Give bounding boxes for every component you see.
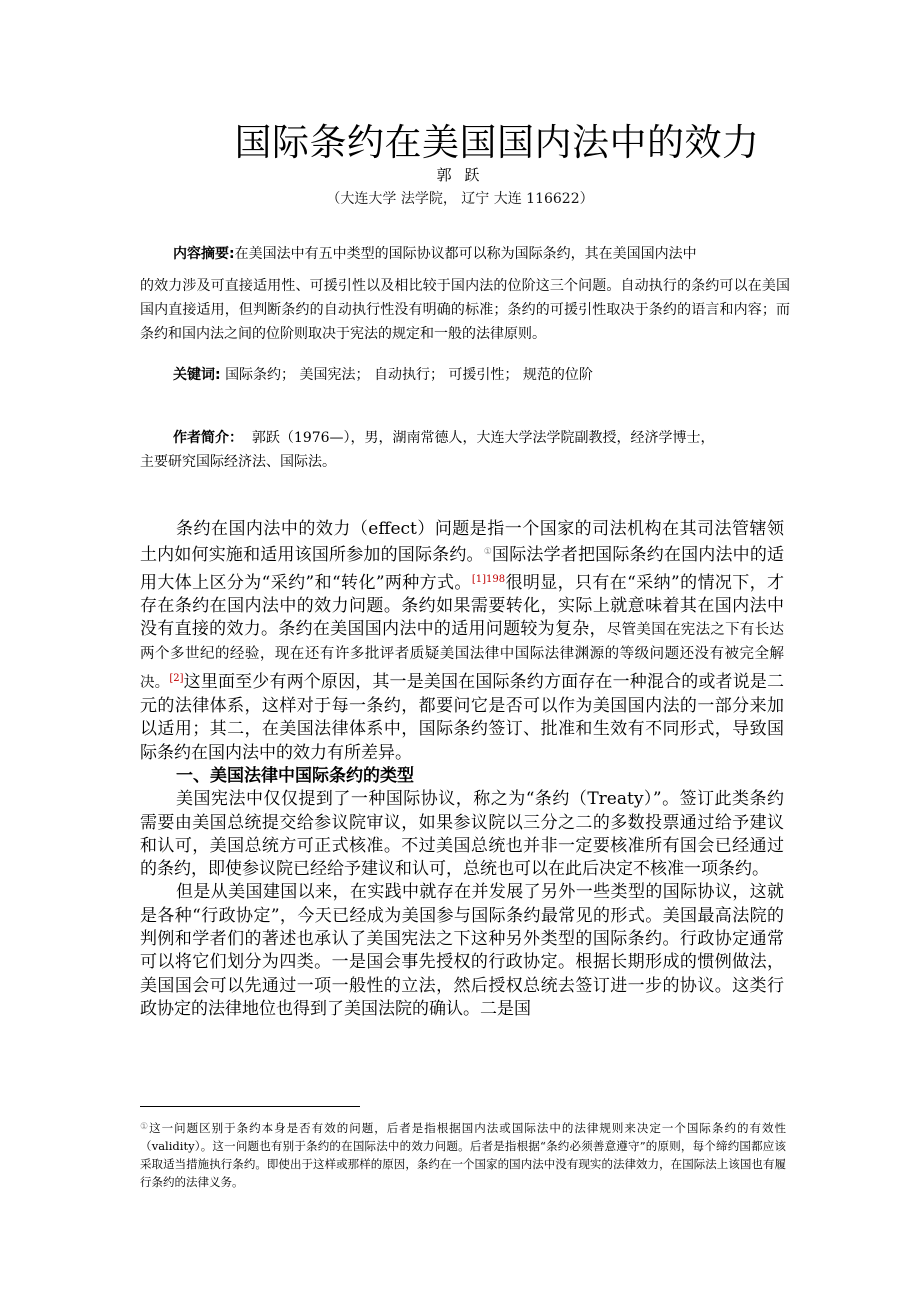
footnote-divider [140, 1106, 360, 1107]
abstract-body: 的效力涉及可直接适用性、可援引性以及相比较于国内法的位阶这三个问题。自动执行的条约可以在美国国内直接适用，但判断条约的自动执行性没有明确的标准；条约的可援引性取决于条约的语言和内容；而条约和国内法之间的位阶则取决于宪法的规定和一般的法律原则。 [140, 278, 790, 342]
author-affiliation: （大连大学 法学院， 辽宁 大连 116622） [326, 191, 594, 207]
p1-part-c: 很明显，只有在“采纳”的情况下，才存在条约在国内法中的效力问题。条约如果需要转化，实际上就意味着其在国内法中没有直接的效力。条约在美国国内法中的适用问题较为复杂， [140, 572, 784, 640]
author-bio-text: 郭跃（1976—），男，湖南常德人，大连大学法学院副教授，经济学博士， [251, 430, 715, 446]
author-bio-label: 作者简介： [173, 430, 243, 446]
body-paragraph-1 [140, 518, 784, 765]
author-name: 郭 跃 [436, 166, 484, 184]
footnote-marker[interactable]: ① [483, 547, 493, 558]
footnote-mark: ① [140, 1122, 150, 1132]
p1-part-d: 这里面至少有两个原因，其一是美国在国际条约方面存在一种混合的或者说是二元的法律体系，这样对于每一条约，都要问它是否可以作为美国国内法的一部分来加以适用；其二，在美国法律体系中，国际条约签订、批准和生效有不同形式，导致国际条约在国内法中的效力有所差异。 [140, 671, 785, 763]
abstract-label: 内容摘要: [173, 246, 235, 262]
abstract-line1: 在美国法中有五中类型的国际协议都可以称为国际条约，其在美国国内法中 [234, 246, 697, 262]
citation-ref-1[interactable]: [1]198 [471, 573, 506, 585]
footnote [140, 1118, 786, 1191]
abstract [140, 242, 790, 346]
paper-title: 国际条约在美国国内法中的效力 [234, 121, 760, 164]
p1-part-a: 条约在国内法中的效力（effect）问题是指一个国家的司法机构在其司法管辖领土内如何实施和适用该国所参加的国际条约。 [140, 519, 784, 566]
keywords [173, 364, 783, 384]
citation-ref-2[interactable]: [2] [169, 672, 184, 684]
abstract-first-line [140, 242, 790, 266]
p1-part-b: 国际法学者把国际条约在国内法中的适用大体上区分为“采约”和“转化”两种方式。 [140, 545, 785, 593]
keywords-label: 关键词: [173, 367, 221, 383]
body-paragraph-3: 但是从美国建国以来，在实践中就存在并发展了另外一些类型的国际协议，这就是各种“行政协定”，今天已经成为美国参与国际条约最常见的形式。美国最高法院的判例和学者们的著述也承认了美国宪法之下这种另外类型的国际条约。行政协定通常可以将它们划分为四类。一是国会事先授权的行政协定。根据长期形成的惯例做法，美国国会可以先通过一项一般性的立法，然后授权总统去签订进一步的协议。这类行政协定的法律地位也得到了美国法院的确认。二是国 [140, 882, 784, 1019]
author-bio-line2: 主要研究国际经济法、国际法。 [140, 454, 336, 470]
p1-part-small: 尽管美国在宪法之下有长达两个多世纪的经验，现在还有许多批评者质疑美国法律中国际法律渊源的等级问题还没有被完全解决。 [140, 622, 785, 691]
section-heading-1: 一、美国法律中国际条约的类型 [176, 765, 414, 786]
author-bio [140, 426, 788, 474]
keywords-list: 国际条约； 美国宪法； 自动执行； 可援引性； 规范的位阶 [225, 367, 593, 383]
footnote-text: 这一问题区别于条约本身是否有效的问题，后者是指根据国内法或国际法中的法律规则来决定一个国际条约的有效性（validity）。这一问题也有别于条约的在国际法中的效力问题。后者是指根据“条约必须善意遵守”的原则，每个缔约国都应该采取适当措施执行条约。即使出于这样或那样的原因，条约在一个国家的国内法中没有现实的法律效力，在国际法上该国也有履行条约的法律义务。 [140, 1121, 786, 1189]
author-bio-line1 [140, 426, 788, 450]
body-paragraph-2: 美国宪法中仅仅提到了一种国际协议，称之为“条约（Treaty）”。签订此类条约需要由美国总统提交给参议院审议，如果参议院以三分之二的多数投票通过给予建议和认可，美国总统方可正式核准。不过美国总统也并非一定要核准所有国会已经通过的条约，即使参议院已经给予建议和认可，总统也可以在此后决定不核准一项条约。 [140, 789, 784, 880]
body-text [140, 518, 784, 1021]
